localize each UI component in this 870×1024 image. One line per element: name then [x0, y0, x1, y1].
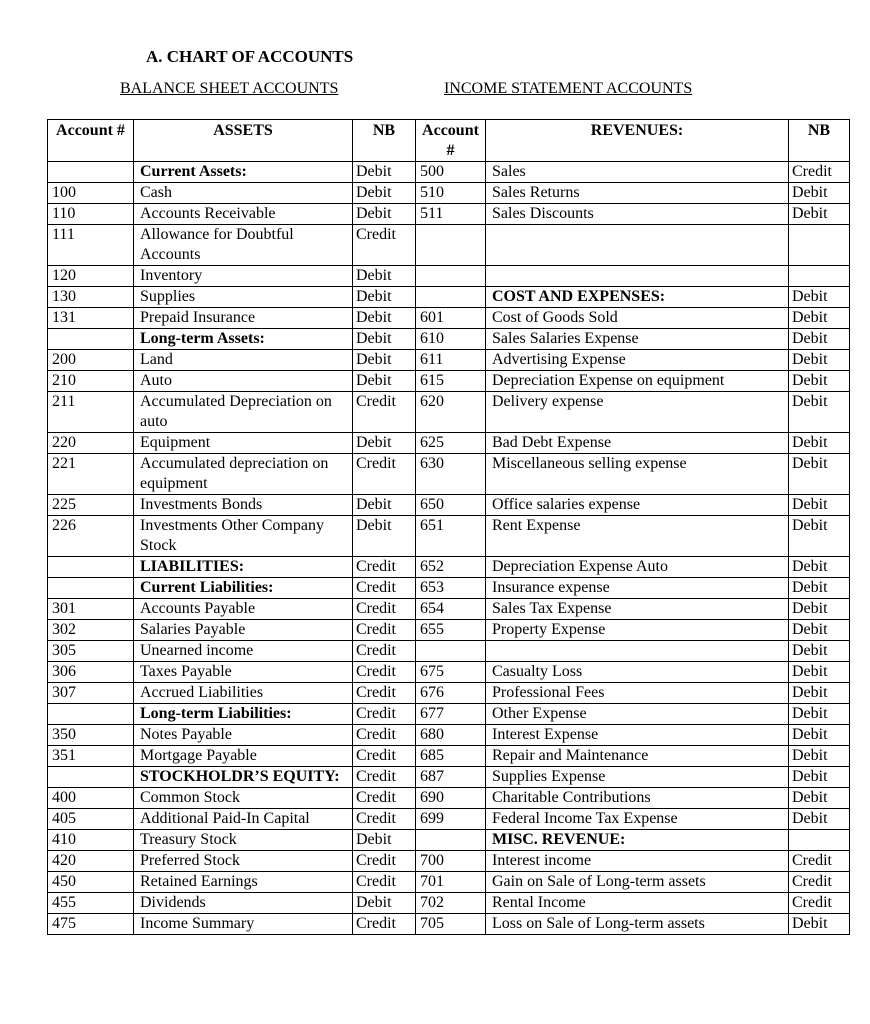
account-number — [416, 830, 486, 851]
account-number: 475 — [48, 914, 134, 935]
account-name: Insurance expense — [486, 578, 789, 599]
account-name: Gain on Sale of Long-term assets — [486, 872, 789, 893]
account-number: 687 — [416, 767, 486, 788]
normal-balance — [789, 225, 850, 266]
table-row — [48, 788, 850, 809]
table-row — [48, 641, 850, 662]
account-name: Unearned income — [134, 641, 353, 662]
normal-balance: Debit — [789, 329, 850, 350]
account-name: Prepaid Insurance — [134, 308, 353, 329]
normal-balance: Credit — [789, 872, 850, 893]
normal-balance: Debit — [353, 287, 416, 308]
table-row — [48, 578, 850, 599]
normal-balance: Debit — [789, 371, 850, 392]
account-number — [48, 704, 134, 725]
account-name: Rental Income — [486, 893, 789, 914]
normal-balance: Debit — [789, 204, 850, 225]
account-number — [48, 329, 134, 350]
normal-balance: Debit — [789, 683, 850, 704]
normal-balance: Debit — [789, 599, 850, 620]
account-number: 677 — [416, 704, 486, 725]
account-number: 225 — [48, 495, 134, 516]
normal-balance: Debit — [353, 308, 416, 329]
table-row — [48, 204, 850, 225]
table-row — [48, 914, 850, 935]
normal-balance: Credit — [353, 641, 416, 662]
account-number: 685 — [416, 746, 486, 767]
account-number: 702 — [416, 893, 486, 914]
account-name — [486, 641, 789, 662]
account-number: 305 — [48, 641, 134, 662]
table-row — [48, 225, 850, 266]
account-name: Current Liabilities: — [134, 578, 353, 599]
account-name: Other Expense — [486, 704, 789, 725]
normal-balance: Credit — [353, 392, 416, 433]
normal-balance: Debit — [789, 557, 850, 578]
account-name: COST AND EXPENSES: — [486, 287, 789, 308]
account-name: Auto — [134, 371, 353, 392]
normal-balance: Credit — [353, 225, 416, 266]
account-number: 611 — [416, 350, 486, 371]
account-number: 405 — [48, 809, 134, 830]
account-name: Taxes Payable — [134, 662, 353, 683]
account-name: Miscellaneous selling expense — [486, 454, 789, 495]
table-row — [48, 392, 850, 433]
account-number: 302 — [48, 620, 134, 641]
account-number: 111 — [48, 225, 134, 266]
account-number: 601 — [416, 308, 486, 329]
account-number: 307 — [48, 683, 134, 704]
table-row — [48, 893, 850, 914]
normal-balance: Debit — [789, 914, 850, 935]
account-number: 652 — [416, 557, 486, 578]
account-name: Federal Income Tax Expense — [486, 809, 789, 830]
normal-balance: Debit — [789, 725, 850, 746]
normal-balance: Debit — [353, 204, 416, 225]
account-name: Cash — [134, 183, 353, 204]
table-row — [48, 851, 850, 872]
normal-balance: Credit — [353, 599, 416, 620]
table-row — [48, 872, 850, 893]
account-number: 700 — [416, 851, 486, 872]
income-statement-heading: INCOME STATEMENT ACCOUNTS — [444, 80, 693, 97]
account-name: LIABILITIES: — [134, 557, 353, 578]
account-name: Mortgage Payable — [134, 746, 353, 767]
normal-balance: Credit — [353, 620, 416, 641]
normal-balance: Debit — [353, 516, 416, 557]
account-number: 220 — [48, 433, 134, 454]
account-number — [416, 266, 486, 287]
account-name: Depreciation Expense Auto — [486, 557, 789, 578]
account-number: 200 — [48, 350, 134, 371]
account-name — [486, 266, 789, 287]
account-number: 301 — [48, 599, 134, 620]
account-number: 650 — [416, 495, 486, 516]
account-name: Accumulated Depreciation on auto — [134, 392, 353, 433]
account-number: 420 — [48, 851, 134, 872]
normal-balance: Debit — [353, 350, 416, 371]
account-name: Common Stock — [134, 788, 353, 809]
account-number: 653 — [416, 578, 486, 599]
chart-of-accounts-table — [47, 119, 850, 935]
account-name: Loss on Sale of Long-term assets — [486, 914, 789, 935]
table-row — [48, 704, 850, 725]
account-name: Dividends — [134, 893, 353, 914]
account-name: MISC. REVENUE: — [486, 830, 789, 851]
normal-balance: Debit — [789, 516, 850, 557]
account-name: Supplies Expense — [486, 767, 789, 788]
account-number: 701 — [416, 872, 486, 893]
account-name: Land — [134, 350, 353, 371]
balance-sheet-heading: BALANCE SHEET ACCOUNTS — [120, 80, 339, 97]
account-number: 221 — [48, 454, 134, 495]
header-account-number: Account # — [48, 120, 134, 162]
normal-balance: Debit — [789, 809, 850, 830]
normal-balance: Debit — [789, 662, 850, 683]
normal-balance: Debit — [789, 183, 850, 204]
normal-balance: Credit — [353, 872, 416, 893]
table-row — [48, 183, 850, 204]
table-row — [48, 287, 850, 308]
account-name: Sales Salaries Expense — [486, 329, 789, 350]
normal-balance: Credit — [353, 788, 416, 809]
account-name: Repair and Maintenance — [486, 746, 789, 767]
normal-balance: Debit — [789, 788, 850, 809]
account-name: STOCKHOLDR’S EQUITY: — [134, 767, 353, 788]
account-number: 351 — [48, 746, 134, 767]
table-row — [48, 809, 850, 830]
account-number — [48, 578, 134, 599]
account-number: 620 — [416, 392, 486, 433]
page-title: A. CHART OF ACCOUNTS — [146, 47, 354, 66]
table-row — [48, 557, 850, 578]
normal-balance: Credit — [353, 767, 416, 788]
normal-balance: Debit — [353, 893, 416, 914]
table-row — [48, 767, 850, 788]
account-name: Casualty Loss — [486, 662, 789, 683]
normal-balance: Debit — [789, 641, 850, 662]
normal-balance: Credit — [353, 851, 416, 872]
table-row — [48, 830, 850, 851]
normal-balance: Credit — [353, 809, 416, 830]
account-name: Accounts Receivable — [134, 204, 353, 225]
account-name: Treasury Stock — [134, 830, 353, 851]
account-number: 675 — [416, 662, 486, 683]
table-row — [48, 620, 850, 641]
account-number: 511 — [416, 204, 486, 225]
normal-balance: Debit — [789, 454, 850, 495]
account-number — [416, 641, 486, 662]
account-name: Preferred Stock — [134, 851, 353, 872]
normal-balance: Credit — [353, 454, 416, 495]
normal-balance: Credit — [353, 557, 416, 578]
account-name: Sales Tax Expense — [486, 599, 789, 620]
table-row — [48, 683, 850, 704]
account-name: Delivery expense — [486, 392, 789, 433]
account-name: Office salaries expense — [486, 495, 789, 516]
account-number: 655 — [416, 620, 486, 641]
normal-balance: Debit — [789, 308, 850, 329]
account-name: Advertising Expense — [486, 350, 789, 371]
account-name: Salaries Payable — [134, 620, 353, 641]
account-name: Cost of Goods Sold — [486, 308, 789, 329]
account-name: Accounts Payable — [134, 599, 353, 620]
normal-balance: Credit — [353, 704, 416, 725]
normal-balance: Credit — [353, 746, 416, 767]
account-name: Current Assets: — [134, 162, 353, 183]
account-number: 100 — [48, 183, 134, 204]
account-number: 110 — [48, 204, 134, 225]
account-number: 410 — [48, 830, 134, 851]
account-name: Interest Expense — [486, 725, 789, 746]
account-name: Allowance for Doubtful Accounts — [134, 225, 353, 266]
account-name: Long-term Assets: — [134, 329, 353, 350]
account-name: Bad Debt Expense — [486, 433, 789, 454]
account-name: Property Expense — [486, 620, 789, 641]
header-account-number: Account # — [416, 120, 486, 162]
account-number: 455 — [48, 893, 134, 914]
normal-balance: Credit — [789, 851, 850, 872]
account-number: 211 — [48, 392, 134, 433]
normal-balance: Debit — [789, 350, 850, 371]
account-number: 705 — [416, 914, 486, 935]
account-name: Professional Fees — [486, 683, 789, 704]
normal-balance: Debit — [353, 162, 416, 183]
table-row — [48, 350, 850, 371]
account-name: Inventory — [134, 266, 353, 287]
account-number — [48, 557, 134, 578]
account-name: Sales — [486, 162, 789, 183]
account-name: Investments Other Company Stock — [134, 516, 353, 557]
account-number: 615 — [416, 371, 486, 392]
account-name: Notes Payable — [134, 725, 353, 746]
table-row — [48, 599, 850, 620]
header-revenues: REVENUES: — [486, 120, 789, 162]
table-row — [48, 725, 850, 746]
account-number: 400 — [48, 788, 134, 809]
normal-balance — [789, 830, 850, 851]
table-row — [48, 266, 850, 287]
table-row — [48, 495, 850, 516]
account-number: 350 — [48, 725, 134, 746]
account-name: Sales Returns — [486, 183, 789, 204]
normal-balance: Debit — [789, 746, 850, 767]
account-number — [48, 767, 134, 788]
table-row — [48, 371, 850, 392]
account-number — [416, 287, 486, 308]
account-number: 130 — [48, 287, 134, 308]
normal-balance: Debit — [353, 266, 416, 287]
account-number: 630 — [416, 454, 486, 495]
account-name: Sales Discounts — [486, 204, 789, 225]
table-row — [48, 516, 850, 557]
header-nb: NB — [789, 120, 850, 162]
account-number: 676 — [416, 683, 486, 704]
account-name — [486, 225, 789, 266]
normal-balance: Debit — [789, 704, 850, 725]
normal-balance: Credit — [353, 914, 416, 935]
account-name: Equipment — [134, 433, 353, 454]
account-number: 680 — [416, 725, 486, 746]
table-row — [48, 308, 850, 329]
account-number: 131 — [48, 308, 134, 329]
account-number: 306 — [48, 662, 134, 683]
account-name: Charitable Contributions — [486, 788, 789, 809]
account-number: 625 — [416, 433, 486, 454]
account-number: 651 — [416, 516, 486, 557]
account-number — [416, 225, 486, 266]
table-row — [48, 162, 850, 183]
account-number: 226 — [48, 516, 134, 557]
account-name: Interest income — [486, 851, 789, 872]
account-number: 610 — [416, 329, 486, 350]
account-number: 210 — [48, 371, 134, 392]
normal-balance: Debit — [789, 620, 850, 641]
normal-balance: Credit — [789, 893, 850, 914]
normal-balance: Debit — [789, 392, 850, 433]
account-name: Long-term Liabilities: — [134, 704, 353, 725]
normal-balance: Credit — [353, 662, 416, 683]
normal-balance: Debit — [789, 495, 850, 516]
account-number: 450 — [48, 872, 134, 893]
normal-balance: Debit — [789, 287, 850, 308]
normal-balance — [789, 266, 850, 287]
normal-balance: Debit — [353, 329, 416, 350]
account-number: 690 — [416, 788, 486, 809]
normal-balance: Credit — [353, 683, 416, 704]
normal-balance: Debit — [789, 578, 850, 599]
account-name: Additional Paid-In Capital — [134, 809, 353, 830]
table-row — [48, 746, 850, 767]
table-row — [48, 454, 850, 495]
account-name: Retained Earnings — [134, 872, 353, 893]
account-name: Supplies — [134, 287, 353, 308]
normal-balance: Debit — [353, 371, 416, 392]
account-name: Rent Expense — [486, 516, 789, 557]
table-row — [48, 662, 850, 683]
normal-balance: Debit — [789, 433, 850, 454]
table-row — [48, 329, 850, 350]
normal-balance: Credit — [353, 725, 416, 746]
table-row — [48, 433, 850, 454]
normal-balance: Credit — [353, 578, 416, 599]
account-number: 654 — [416, 599, 486, 620]
account-name: Accumulated depreciation on equipment — [134, 454, 353, 495]
normal-balance: Debit — [353, 183, 416, 204]
account-number: 699 — [416, 809, 486, 830]
account-number: 510 — [416, 183, 486, 204]
account-number: 120 — [48, 266, 134, 287]
normal-balance: Credit — [789, 162, 850, 183]
account-name: Accrued Liabilities — [134, 683, 353, 704]
account-number: 500 — [416, 162, 486, 183]
normal-balance: Debit — [353, 433, 416, 454]
account-number — [48, 162, 134, 183]
account-name: Depreciation Expense on equipment — [486, 371, 789, 392]
normal-balance: Debit — [353, 830, 416, 851]
header-row — [48, 120, 850, 162]
account-name: Income Summary — [134, 914, 353, 935]
normal-balance: Debit — [789, 767, 850, 788]
normal-balance: Debit — [353, 495, 416, 516]
header-assets: ASSETS — [134, 120, 353, 162]
account-name: Investments Bonds — [134, 495, 353, 516]
header-nb: NB — [353, 120, 416, 162]
